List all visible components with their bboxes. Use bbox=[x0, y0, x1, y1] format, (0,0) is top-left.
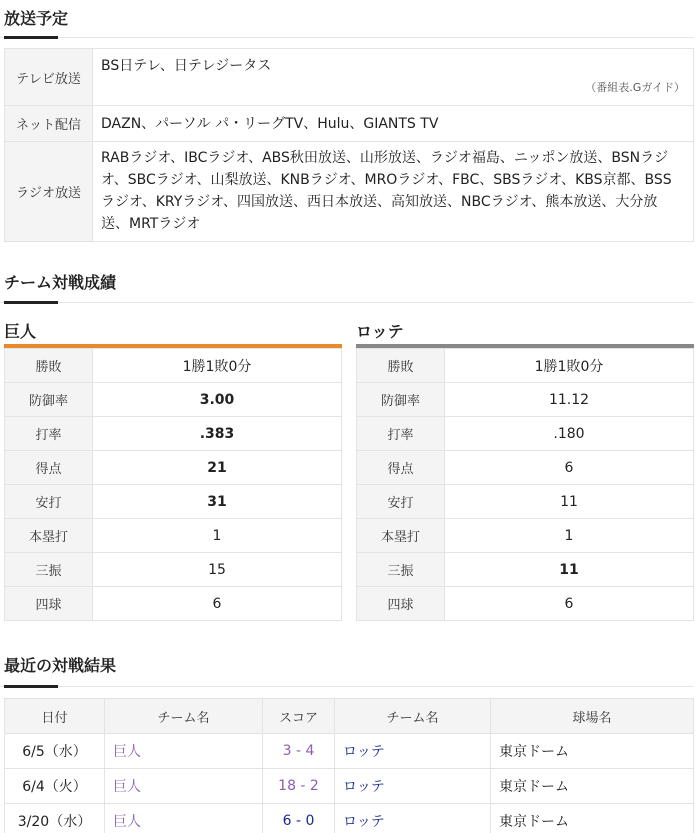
stat-label: 四球 bbox=[357, 587, 445, 621]
home-stats-table bbox=[4, 348, 342, 621]
stat-row bbox=[5, 485, 342, 519]
stat-value: 1勝1敗0分 bbox=[93, 349, 342, 383]
stat-value: 11 bbox=[445, 553, 694, 587]
results-table bbox=[4, 698, 694, 833]
broadcast-section-divider bbox=[0, 37, 694, 38]
result-row bbox=[5, 734, 694, 769]
result-score-link[interactable]: 3 - 4 bbox=[263, 734, 335, 769]
header-stadium: 球場名 bbox=[491, 699, 694, 734]
team-stats-title: チーム対戦成績 bbox=[4, 273, 117, 292]
result-team1-link[interactable]: 巨人 bbox=[105, 734, 263, 769]
stat-label: 本塁打 bbox=[5, 519, 93, 553]
results-header-row bbox=[5, 699, 694, 734]
tv-channels: BS日テレ、日テレジータス bbox=[101, 58, 272, 74]
stat-value: 11.12 bbox=[445, 383, 694, 417]
stat-value: 6 bbox=[445, 587, 694, 621]
stat-row bbox=[5, 587, 342, 621]
stat-row bbox=[5, 519, 342, 553]
stat-label: 安打 bbox=[357, 485, 445, 519]
stat-value: .180 bbox=[445, 417, 694, 451]
stat-label: 打率 bbox=[357, 417, 445, 451]
stat-label: 得点 bbox=[5, 451, 93, 485]
stat-value: 1勝1敗0分 bbox=[445, 349, 694, 383]
results-title: 最近の対戦結果 bbox=[4, 656, 117, 675]
stat-label: 打率 bbox=[5, 417, 93, 451]
stat-value: 1 bbox=[93, 519, 342, 553]
stat-value: 31 bbox=[93, 485, 342, 519]
stat-row bbox=[357, 553, 694, 587]
results-divider bbox=[0, 686, 694, 687]
result-team1-link[interactable]: 巨人 bbox=[105, 769, 263, 804]
stat-value: 11 bbox=[445, 485, 694, 519]
result-row bbox=[5, 804, 694, 833]
result-team1-link[interactable]: 巨人 bbox=[105, 804, 263, 833]
stat-label: 勝敗 bbox=[5, 349, 93, 383]
result-score-link[interactable]: 18 - 2 bbox=[263, 769, 335, 804]
stat-row bbox=[5, 383, 342, 417]
result-date: 3/20（水） bbox=[5, 804, 105, 833]
broadcast-table bbox=[4, 48, 694, 242]
result-stadium: 東京ドーム bbox=[491, 734, 694, 769]
stat-row bbox=[357, 587, 694, 621]
result-row bbox=[5, 769, 694, 804]
stat-row bbox=[357, 417, 694, 451]
broadcast-label: ラジオ放送 bbox=[5, 142, 93, 242]
stat-row bbox=[5, 417, 342, 451]
broadcast-row-radio bbox=[5, 142, 694, 242]
stat-value: 1 bbox=[445, 519, 694, 553]
away-stats-table bbox=[356, 348, 694, 621]
broadcast-row-net bbox=[5, 106, 694, 142]
stat-label: 得点 bbox=[357, 451, 445, 485]
away-team-name: ロッテ bbox=[356, 322, 404, 341]
result-date: 6/5（水） bbox=[5, 734, 105, 769]
stat-row bbox=[357, 485, 694, 519]
result-stadium: 東京ドーム bbox=[491, 804, 694, 833]
stat-value: 3.00 bbox=[93, 383, 342, 417]
broadcast-label: ネット配信 bbox=[5, 106, 93, 142]
broadcast-row-tv bbox=[5, 49, 694, 106]
header-team1: チーム名 bbox=[105, 699, 263, 734]
team-stats-divider bbox=[0, 302, 694, 303]
stat-value: .383 bbox=[93, 417, 342, 451]
stat-label: 安打 bbox=[5, 485, 93, 519]
stat-value: 15 bbox=[93, 553, 342, 587]
stat-row bbox=[357, 349, 694, 383]
broadcast-value bbox=[93, 49, 694, 106]
stat-label: 四球 bbox=[5, 587, 93, 621]
stat-label: 本塁打 bbox=[357, 519, 445, 553]
broadcast-value: DAZN、パーソル パ・リーグTV、Hulu、GIANTS TV bbox=[93, 106, 694, 142]
stat-row bbox=[357, 383, 694, 417]
home-team-name: 巨人 bbox=[4, 322, 37, 341]
result-team2-link[interactable]: ロッテ bbox=[335, 769, 491, 804]
header-date: 日付 bbox=[5, 699, 105, 734]
broadcast-value: RABラジオ、IBCラジオ、ABS秋田放送、山形放送、ラジオ福島、ニッポン放送、BSNラジオ、SBCラジオ、山梨放送、KNBラジオ、MROラジオ、FBC、SBSラジオ、KBS京都、BSSラジオ、KRYラジオ、四国放送、西日本放送、高知放送、NBCラジオ、熊本放送、大分放送、MRTラジオ bbox=[93, 142, 694, 242]
stat-value: 6 bbox=[445, 451, 694, 485]
stat-row bbox=[357, 451, 694, 485]
stat-row bbox=[5, 553, 342, 587]
stat-label: 三振 bbox=[357, 553, 445, 587]
tv-guide-credit[interactable]: （番組表.Gガイド） bbox=[585, 81, 685, 94]
broadcast-section-title: 放送予定 bbox=[4, 9, 69, 28]
stat-row bbox=[5, 451, 342, 485]
header-score: スコア bbox=[263, 699, 335, 734]
stat-value: 21 bbox=[93, 451, 342, 485]
stat-value: 6 bbox=[93, 587, 342, 621]
result-team2-link[interactable]: ロッテ bbox=[335, 804, 491, 833]
stat-label: 勝敗 bbox=[357, 349, 445, 383]
stat-row bbox=[357, 519, 694, 553]
result-stadium: 東京ドーム bbox=[491, 769, 694, 804]
result-score-link[interactable]: 6 - 0 bbox=[263, 804, 335, 833]
result-date: 6/4（火） bbox=[5, 769, 105, 804]
header-team2: チーム名 bbox=[335, 699, 491, 734]
stat-row bbox=[5, 349, 342, 383]
stat-label: 防御率 bbox=[357, 383, 445, 417]
stat-label: 防御率 bbox=[5, 383, 93, 417]
stat-label: 三振 bbox=[5, 553, 93, 587]
broadcast-label: テレビ放送 bbox=[5, 49, 93, 106]
result-team2-link[interactable]: ロッテ bbox=[335, 734, 491, 769]
